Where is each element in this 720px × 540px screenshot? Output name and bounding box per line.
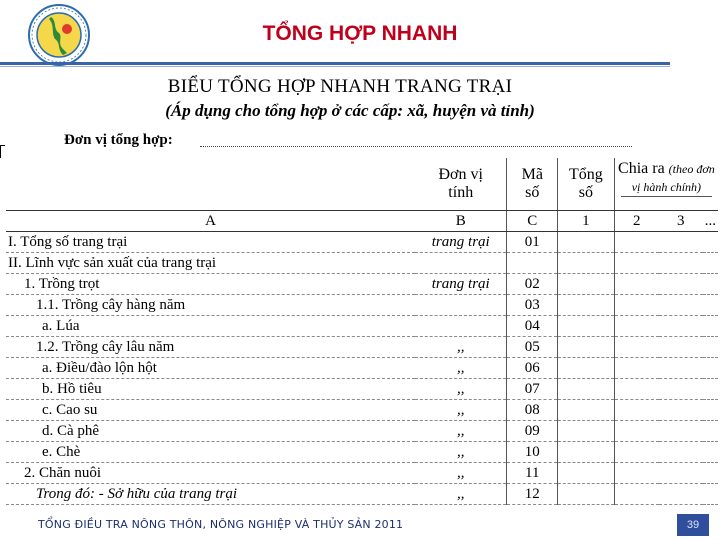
table-row: [6, 400, 718, 421]
row-code: 09: [507, 421, 558, 442]
row-name: Trong đó: - Sở hữu của trang trại: [6, 484, 415, 505]
row-name: e. Chè: [6, 442, 415, 463]
row-col-2: [614, 379, 658, 400]
row-col-2: [614, 421, 658, 442]
row-code: 05: [507, 337, 558, 358]
row-col-3: [659, 337, 703, 358]
form-subtitle: (Áp dụng cho tổng hợp ở các cấp: xã, huyện và tỉnh): [165, 101, 535, 120]
row-code: 03: [507, 295, 558, 316]
row-col-2: [614, 316, 658, 337]
table-row: [6, 442, 718, 463]
unit-label: Đơn vị tổng hợp:: [64, 132, 173, 148]
header-total: [558, 158, 615, 211]
header-code: [507, 158, 558, 211]
row-total: [558, 484, 615, 505]
row-col-more: [703, 337, 718, 358]
table-row: [6, 337, 718, 358]
row-name: c. Cao su: [6, 400, 415, 421]
table-row: [6, 463, 718, 484]
row-unit: ,,: [415, 442, 507, 463]
table-header-row: [6, 158, 718, 211]
row-col-2: [614, 442, 658, 463]
row-total: [558, 253, 615, 274]
header-split-main: [618, 160, 715, 177]
row-col-more: [703, 274, 718, 295]
row-col-more: [703, 463, 718, 484]
row-total: [558, 316, 615, 337]
row-name: 1.1. Trồng cây hàng năm: [6, 295, 415, 316]
row-col-more: [703, 400, 718, 421]
letter-a: A: [6, 211, 415, 232]
row-col-more: [703, 316, 718, 337]
header-unit: [415, 158, 507, 211]
slide-title: TỔNG HỢP NHANH: [262, 22, 458, 45]
row-col-2: [614, 400, 658, 421]
row-col-3: [659, 253, 703, 274]
summary-table: [6, 158, 718, 505]
row-col-3: [659, 274, 703, 295]
title-rule-thin: [0, 66, 670, 67]
row-col-more: [703, 379, 718, 400]
row-col-3: [659, 295, 703, 316]
row-col-2: [614, 337, 658, 358]
row-total: [558, 295, 615, 316]
row-code: [507, 253, 558, 274]
header-code-line1: Mã: [521, 166, 543, 183]
header-code-line2: số: [525, 184, 540, 201]
row-col-2: [614, 463, 658, 484]
row-col-more: [703, 442, 718, 463]
letter-c: C: [507, 211, 558, 232]
letter-3: 3: [659, 211, 703, 232]
header-split-note: (theo đơn: [668, 162, 715, 176]
row-total: [558, 274, 615, 295]
table-row: [6, 484, 718, 505]
row-col-2: [614, 253, 658, 274]
row-col-more: [703, 232, 718, 253]
table-row: [6, 421, 718, 442]
row-col-2: [614, 232, 658, 253]
row-name: 2. Chăn nuôi: [6, 463, 415, 484]
header-blank: [6, 158, 415, 211]
row-code: 06: [507, 358, 558, 379]
row-col-3: [659, 232, 703, 253]
row-code: 10: [507, 442, 558, 463]
row-unit: [415, 295, 507, 316]
row-col-3: [659, 358, 703, 379]
letter-b: B: [415, 211, 507, 232]
footer-text: TỔNG ĐIỀU TRA NÔNG THÔN, NÔNG NGHIỆP VÀ THỦY SẢN 2011: [38, 518, 404, 531]
row-unit: ,,: [415, 421, 507, 442]
header-total-line2: số: [578, 184, 594, 201]
table-row: [6, 274, 718, 295]
form-scan: [0, 70, 720, 505]
row-col-2: [614, 484, 658, 505]
unit-fill-line: [200, 134, 632, 147]
row-unit: ,,: [415, 358, 507, 379]
row-total: [558, 232, 615, 253]
letter-1: 1: [558, 211, 615, 232]
page-number: 39: [677, 514, 709, 536]
table-row: [6, 232, 718, 253]
row-col-3: [659, 316, 703, 337]
table-row: [6, 253, 718, 274]
table-row: [6, 295, 718, 316]
row-unit: ,,: [415, 337, 507, 358]
header-split-note2: vị hành chính): [621, 178, 712, 197]
row-col-3: [659, 463, 703, 484]
header-unit-line1: Đơn vị: [438, 166, 483, 183]
row-unit: [415, 253, 507, 274]
row-col-more: [703, 295, 718, 316]
row-col-2: [614, 358, 658, 379]
row-code: 11: [507, 463, 558, 484]
row-unit: trang trại: [415, 274, 507, 295]
table-letter-row: [6, 211, 718, 232]
row-code: 12: [507, 484, 558, 505]
row-col-more: [703, 421, 718, 442]
row-name: I. Tổng số trang trại: [6, 232, 415, 253]
row-code: 04: [507, 316, 558, 337]
row-total: [558, 379, 615, 400]
row-name: a. Lúa: [6, 316, 415, 337]
row-total: [558, 421, 615, 442]
row-total: [558, 358, 615, 379]
form-title: BIỂU TỔNG HỢP NHANH TRANG TRẠI: [167, 76, 513, 97]
row-unit: ,,: [415, 400, 507, 421]
row-name: b. Hồ tiêu: [6, 379, 415, 400]
row-name: 1. Trồng trọt: [6, 274, 415, 295]
row-col-2: [614, 274, 658, 295]
row-col-3: [659, 421, 703, 442]
row-col-3: [659, 442, 703, 463]
table-row: [6, 379, 718, 400]
title-rule: [0, 62, 670, 65]
table-row: [6, 358, 718, 379]
letter-more: ...: [703, 211, 718, 232]
header-unit-line2: tính: [448, 184, 474, 201]
row-unit: ,,: [415, 484, 507, 505]
row-unit: ,,: [415, 379, 507, 400]
row-name: 1.2. Trồng cây lâu năm: [6, 337, 415, 358]
row-col-more: [703, 253, 718, 274]
row-name: II. Lĩnh vực sản xuất của trang trại: [6, 253, 415, 274]
row-code: 07: [507, 379, 558, 400]
header-split-main-text: Chia ra: [618, 160, 665, 177]
row-col-more: [703, 484, 718, 505]
row-col-more: [703, 358, 718, 379]
header-split: [614, 158, 718, 211]
table-row: [6, 316, 718, 337]
row-unit: [415, 316, 507, 337]
row-col-2: [614, 295, 658, 316]
row-code: 02: [507, 274, 558, 295]
row-unit: ,,: [415, 463, 507, 484]
row-name: d. Cà phê: [6, 421, 415, 442]
row-total: [558, 442, 615, 463]
row-name: a. Điều/đào lộn hột: [6, 358, 415, 379]
row-total: [558, 463, 615, 484]
row-unit: trang trại: [415, 232, 507, 253]
row-code: 08: [507, 400, 558, 421]
row-col-3: [659, 379, 703, 400]
letter-2: 2: [614, 211, 658, 232]
row-col-3: [659, 400, 703, 421]
row-code: 01: [507, 232, 558, 253]
row-col-3: [659, 484, 703, 505]
row-total: [558, 400, 615, 421]
header-total-line1: Tổng: [569, 166, 603, 183]
row-total: [558, 337, 615, 358]
